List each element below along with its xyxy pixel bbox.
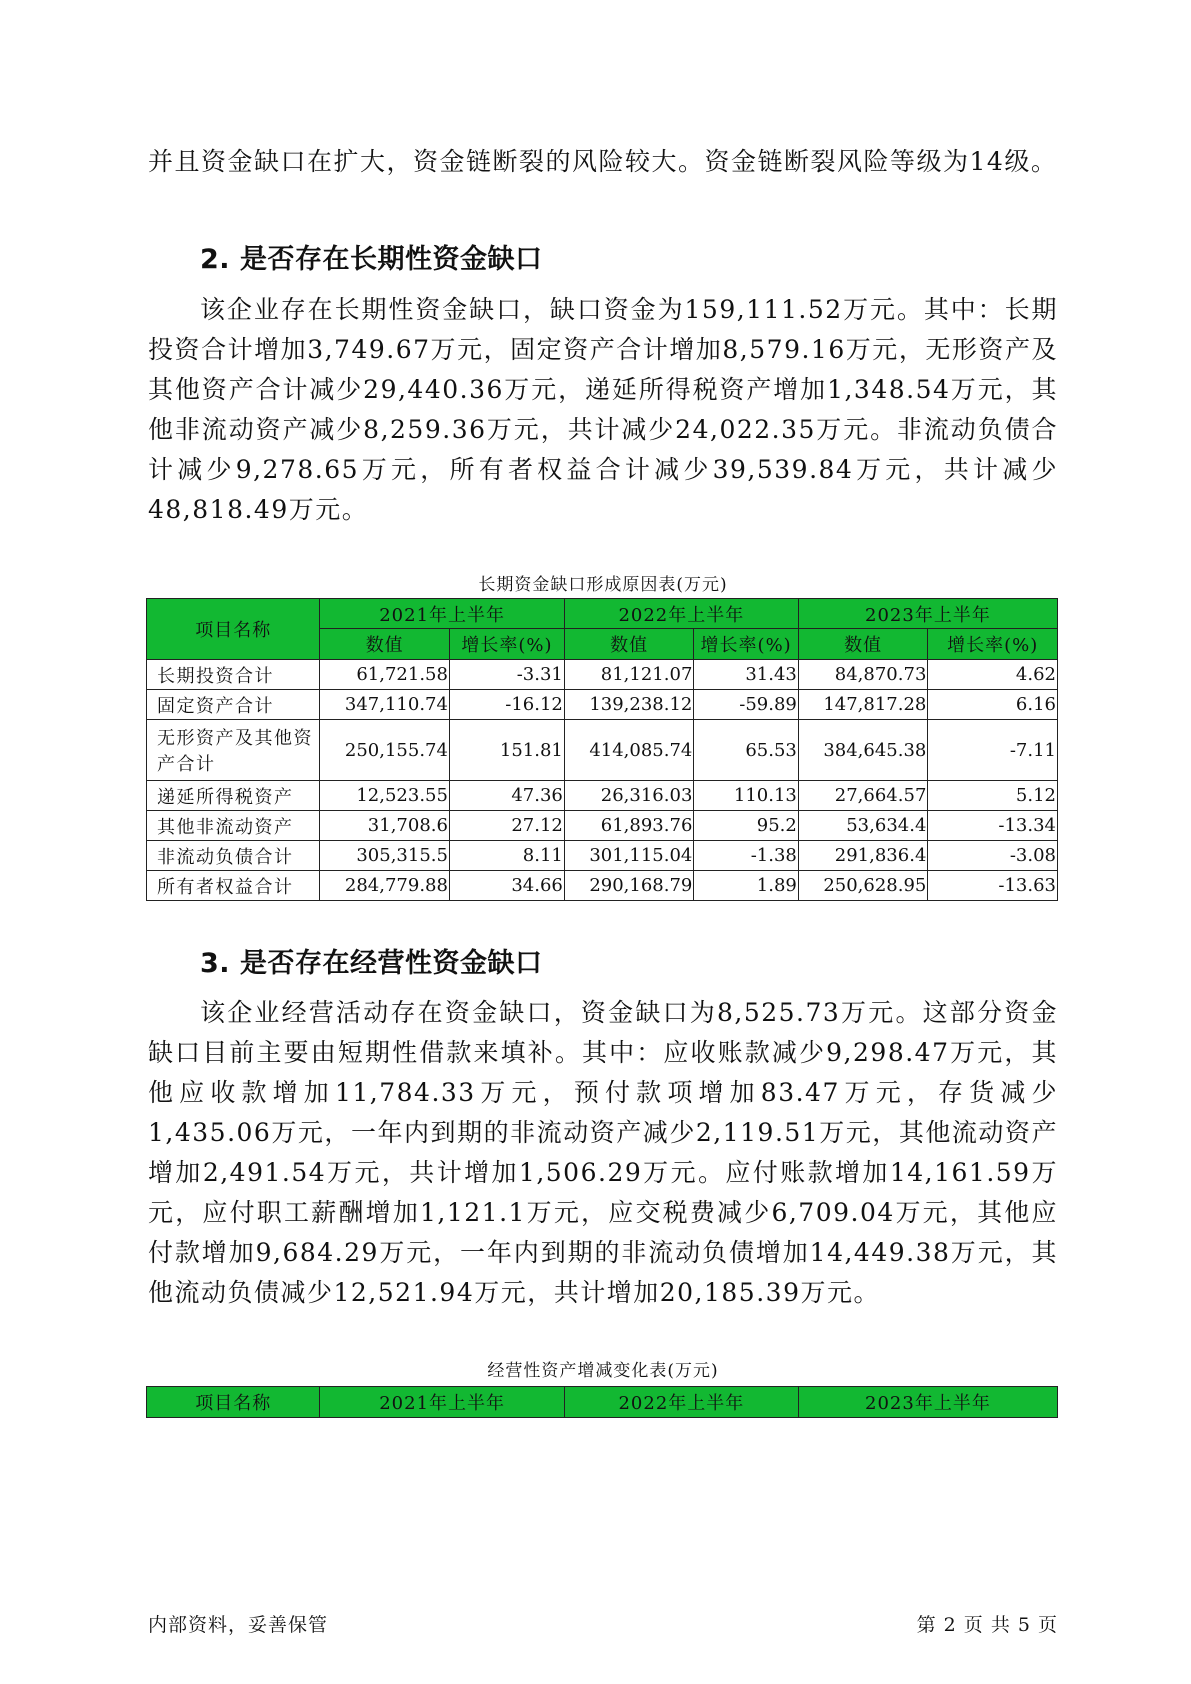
row-growth: 47.36 [449,781,564,811]
row-value: 147,817.28 [798,690,928,720]
row-growth: 31.43 [694,660,798,690]
row-growth: 34.66 [449,871,564,901]
row-growth: 4.62 [928,660,1058,690]
footer-confidential-note: 内部资料，妥善保管 [148,1614,329,1636]
table-row [147,781,1058,811]
header-item-name: 项目名称 [147,1387,320,1418]
table-caption-long-term: 长期资金缺口形成原因表(万元) [478,575,728,595]
long-term-gap-table [146,598,1058,901]
row-value: 84,870.73 [798,660,928,690]
row-growth: 27.12 [449,811,564,841]
row-value: 384,645.38 [798,720,928,781]
row-value: 61,893.76 [564,811,694,841]
table-row [147,720,1058,781]
section-heading-operating-gap: 3. 是否存在经营性资金缺口 [200,948,543,979]
row-item-name: 固定资产合计 [147,690,320,720]
row-value: 53,634.4 [798,811,928,841]
header-growth: 增长率(%) [694,629,798,660]
row-value: 27,664.57 [798,781,928,811]
row-item-name: 非流动负债合计 [147,841,320,871]
header-value: 数值 [798,629,928,660]
row-growth: 6.16 [928,690,1058,720]
header-growth: 增长率(%) [928,629,1058,660]
table-row [147,841,1058,871]
row-value: 347,110.74 [320,690,450,720]
row-value: 414,085.74 [564,720,694,781]
paragraph-continued: 并且资金缺口在扩大，资金链断裂的风险较大。资金链断裂风险等级为14级。 [148,147,1058,176]
operating-assets-table [146,1386,1058,1418]
table-row [147,811,1058,841]
header-growth: 增长率(%) [449,629,564,660]
header-period-2022: 2022年上半年 [564,1387,798,1418]
row-item-name: 递延所得税资产 [147,781,320,811]
header-value: 数值 [320,629,450,660]
table-caption-operating: 经营性资产增减变化表(万元) [487,1361,719,1381]
paragraph-long-term-gap: 该企业存在长期性资金缺口，缺口资金为159,111.52万元。其中：长期投资合计增加3,749.67万元，固定资产合计增加8,579.16万元，无形资产及其他资产合计减少29,440.36万元，递延所得税资产增加1,348.54万元，其他非流动资产减少8,259.36万元，共计减少24,022.35万元。非流动负债合计减少9,278.65万元，所有者权益合计减少39,539.84万元，共计减少48,818.49万元。 [148,295,1058,524]
row-item-name: 其他非流动资产 [147,811,320,841]
section-heading-long-term-gap: 2. 是否存在长期性资金缺口 [200,244,543,275]
row-value: 61,721.58 [320,660,450,690]
row-item-name: 所有者权益合计 [147,871,320,901]
row-growth: -3.08 [928,841,1058,871]
paragraph-operating-gap: 该企业经营活动存在资金缺口，资金缺口为8,525.73万元。这部分资金缺口目前主要由短期性借款来填补。其中：应收账款减少9,298.47万元，其他应收款增加11,784.33万元，预付款项增加83.47万元，存货减少1,435.06万元，一年内到期的非流动资产减少2,119.51万元，其他流动资产增加2,491.54万元，共计增加1,506.29万元。应付账款增加14,161.59万元，应付职工薪酬增加1,121.1万元，应交税费减少6,709.04万元，其他应付款增加9,684.29万元，一年内到期的非流动负债增加14,449.38万元，其他流动负债减少12,521.94万元，共计增加20,185.39万元。 [148,998,1058,1307]
table-row [147,871,1058,901]
row-growth: 5.12 [928,781,1058,811]
row-value: 291,836.4 [798,841,928,871]
header-period-2023: 2023年上半年 [798,1387,1057,1418]
row-growth: 8.11 [449,841,564,871]
row-item-name: 无形资产及其他资产合计 [147,720,320,781]
row-growth: -1.38 [694,841,798,871]
row-value: 139,238.12 [564,690,694,720]
header-item-name: 项目名称 [147,599,320,660]
row-growth: -13.34 [928,811,1058,841]
row-value: 12,523.55 [320,781,450,811]
row-value: 305,315.5 [320,841,450,871]
row-value: 81,121.07 [564,660,694,690]
header-value: 数值 [564,629,694,660]
row-value: 31,708.6 [320,811,450,841]
table-row [147,660,1058,690]
row-growth: -7.11 [928,720,1058,781]
header-period-2021: 2021年上半年 [320,599,564,629]
row-growth: 1.89 [694,871,798,901]
row-growth: 110.13 [694,781,798,811]
row-item-name: 长期投资合计 [147,660,320,690]
row-value: 284,779.88 [320,871,450,901]
row-growth: -16.12 [449,690,564,720]
row-growth: 65.53 [694,720,798,781]
row-growth: -59.89 [694,690,798,720]
row-growth: -13.63 [928,871,1058,901]
row-value: 250,155.74 [320,720,450,781]
row-growth: 95.2 [694,811,798,841]
row-value: 250,628.95 [798,871,928,901]
table-row [147,690,1058,720]
row-value: 26,316.03 [564,781,694,811]
row-growth: -3.31 [449,660,564,690]
row-value: 290,168.79 [564,871,694,901]
header-period-2021: 2021年上半年 [320,1387,564,1418]
row-growth: 151.81 [449,720,564,781]
row-value: 301,115.04 [564,841,694,871]
header-period-2022: 2022年上半年 [564,599,798,629]
footer-page-number: 第 2 页 共 5 页 [916,1614,1058,1636]
header-period-2023: 2023年上半年 [798,599,1057,629]
